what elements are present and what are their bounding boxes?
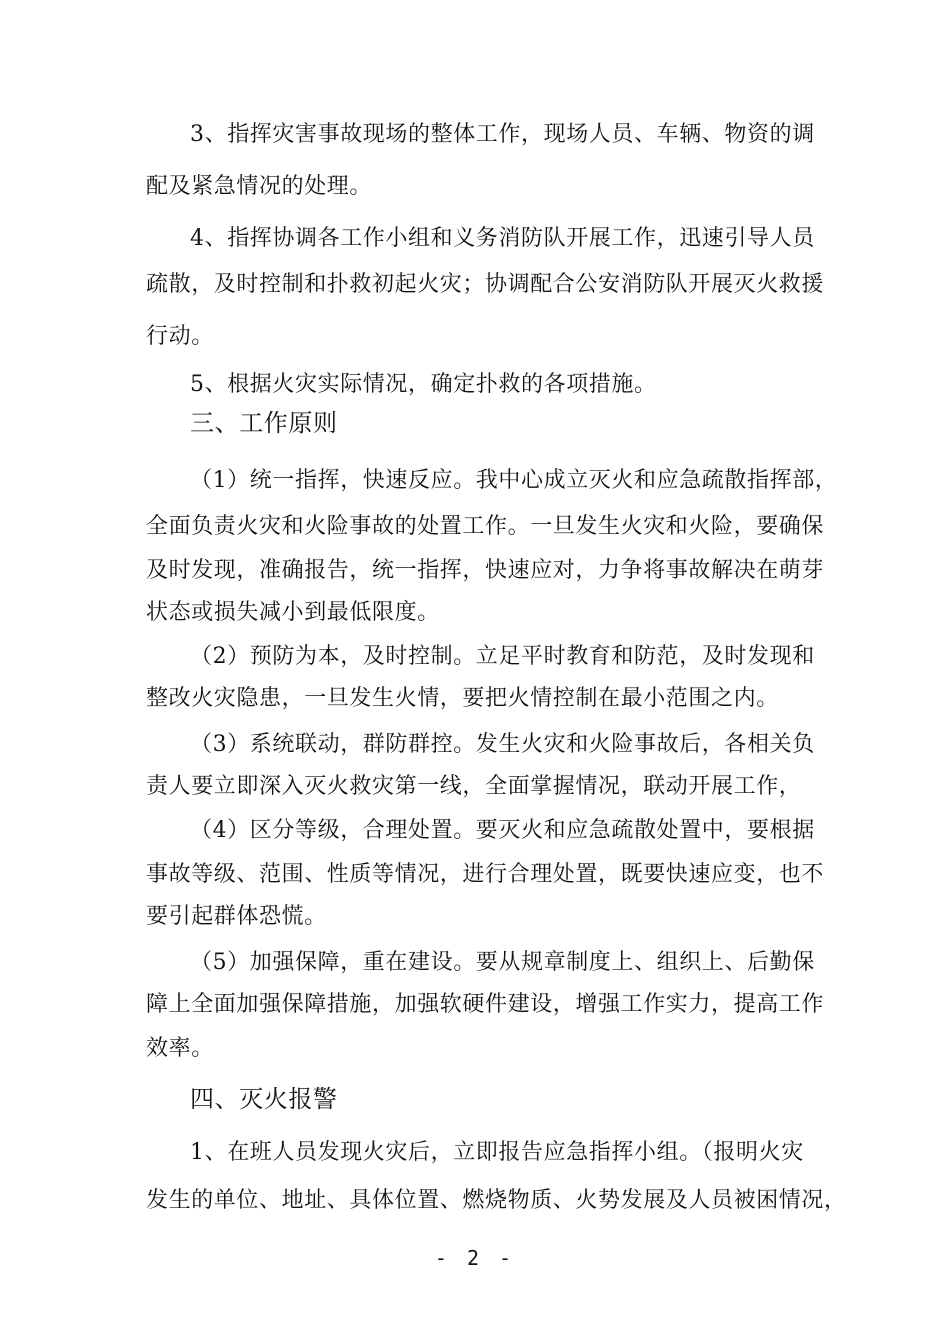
paragraph-line: 4、指挥协调各工作小组和义务消防队开展工作，迅速引导人员 xyxy=(190,226,815,251)
paragraph-line: 状态或损失减小到最低限度。 xyxy=(146,600,440,625)
paragraph-line: 疏散，及时控制和扑救初起火灾；协调配合公安消防队开展灭火救援 xyxy=(146,272,825,297)
paragraph-line: 障上全面加强保障措施，加强软硬件建设，增强工作实力，提高工作 xyxy=(146,992,825,1017)
section-heading: 四、灭火报警 xyxy=(190,1085,338,1113)
paragraph-line: 事故等级、范围、性质等情况，进行合理处置，既要快速应变，也不 xyxy=(146,862,825,887)
paragraph-line: （5）加强保障，重在建设。要从规章制度上、组织上、后勤保 xyxy=(190,950,815,975)
page-number: - 2 - xyxy=(434,1246,516,1270)
section-heading: 三、工作原则 xyxy=(190,409,338,437)
paragraph-line: 5、根据火灾实际情况，确定扑救的各项措施。 xyxy=(190,372,657,397)
paragraph-line: 1、在班人员发现火灾后，立即报告应急指挥小组。（报明火灾 xyxy=(190,1140,804,1165)
paragraph-line: 配及紧急情况的处理。 xyxy=(146,174,373,199)
paragraph-line: 发生的单位、地址、具体位置、燃烧物质、火势发展及人员被困情况， xyxy=(146,1188,847,1213)
paragraph-line: 效率。 xyxy=(146,1036,214,1061)
paragraph-line: 全面负责火灾和火险事故的处置工作。一旦发生火灾和火险，要确保 xyxy=(146,514,825,539)
paragraph-line: 责人要立即深入灭火救灾第一线，全面掌握情况，联动开展工作， xyxy=(146,774,802,799)
paragraph-line: 行动。 xyxy=(146,324,214,349)
paragraph-line: 及时发现，准确报告，统一指挥，快速应对，力争将事故解决在萌芽 xyxy=(146,558,825,583)
paragraph-line: 整改火灾隐患，一旦发生火情，要把火情控制在最小范围之内。 xyxy=(146,686,779,711)
paragraph-line: （4）区分等级，合理处置。要灭火和应急疏散处置中，要根据 xyxy=(190,818,815,843)
paragraph-line: 3、指挥灾害事故现场的整体工作，现场人员、车辆、物资的调 xyxy=(190,122,815,147)
paragraph-line: （2）预防为本，及时控制。立足平时教育和防范，及时发现和 xyxy=(190,644,815,669)
paragraph-line: （1）统一指挥，快速反应。我中心成立灭火和应急疏散指挥部， xyxy=(190,468,838,493)
paragraph-line: （3）系统联动，群防群控。发生火灾和火险事故后，各相关负 xyxy=(190,732,815,757)
paragraph-line: 要引起群体恐慌。 xyxy=(146,904,327,929)
